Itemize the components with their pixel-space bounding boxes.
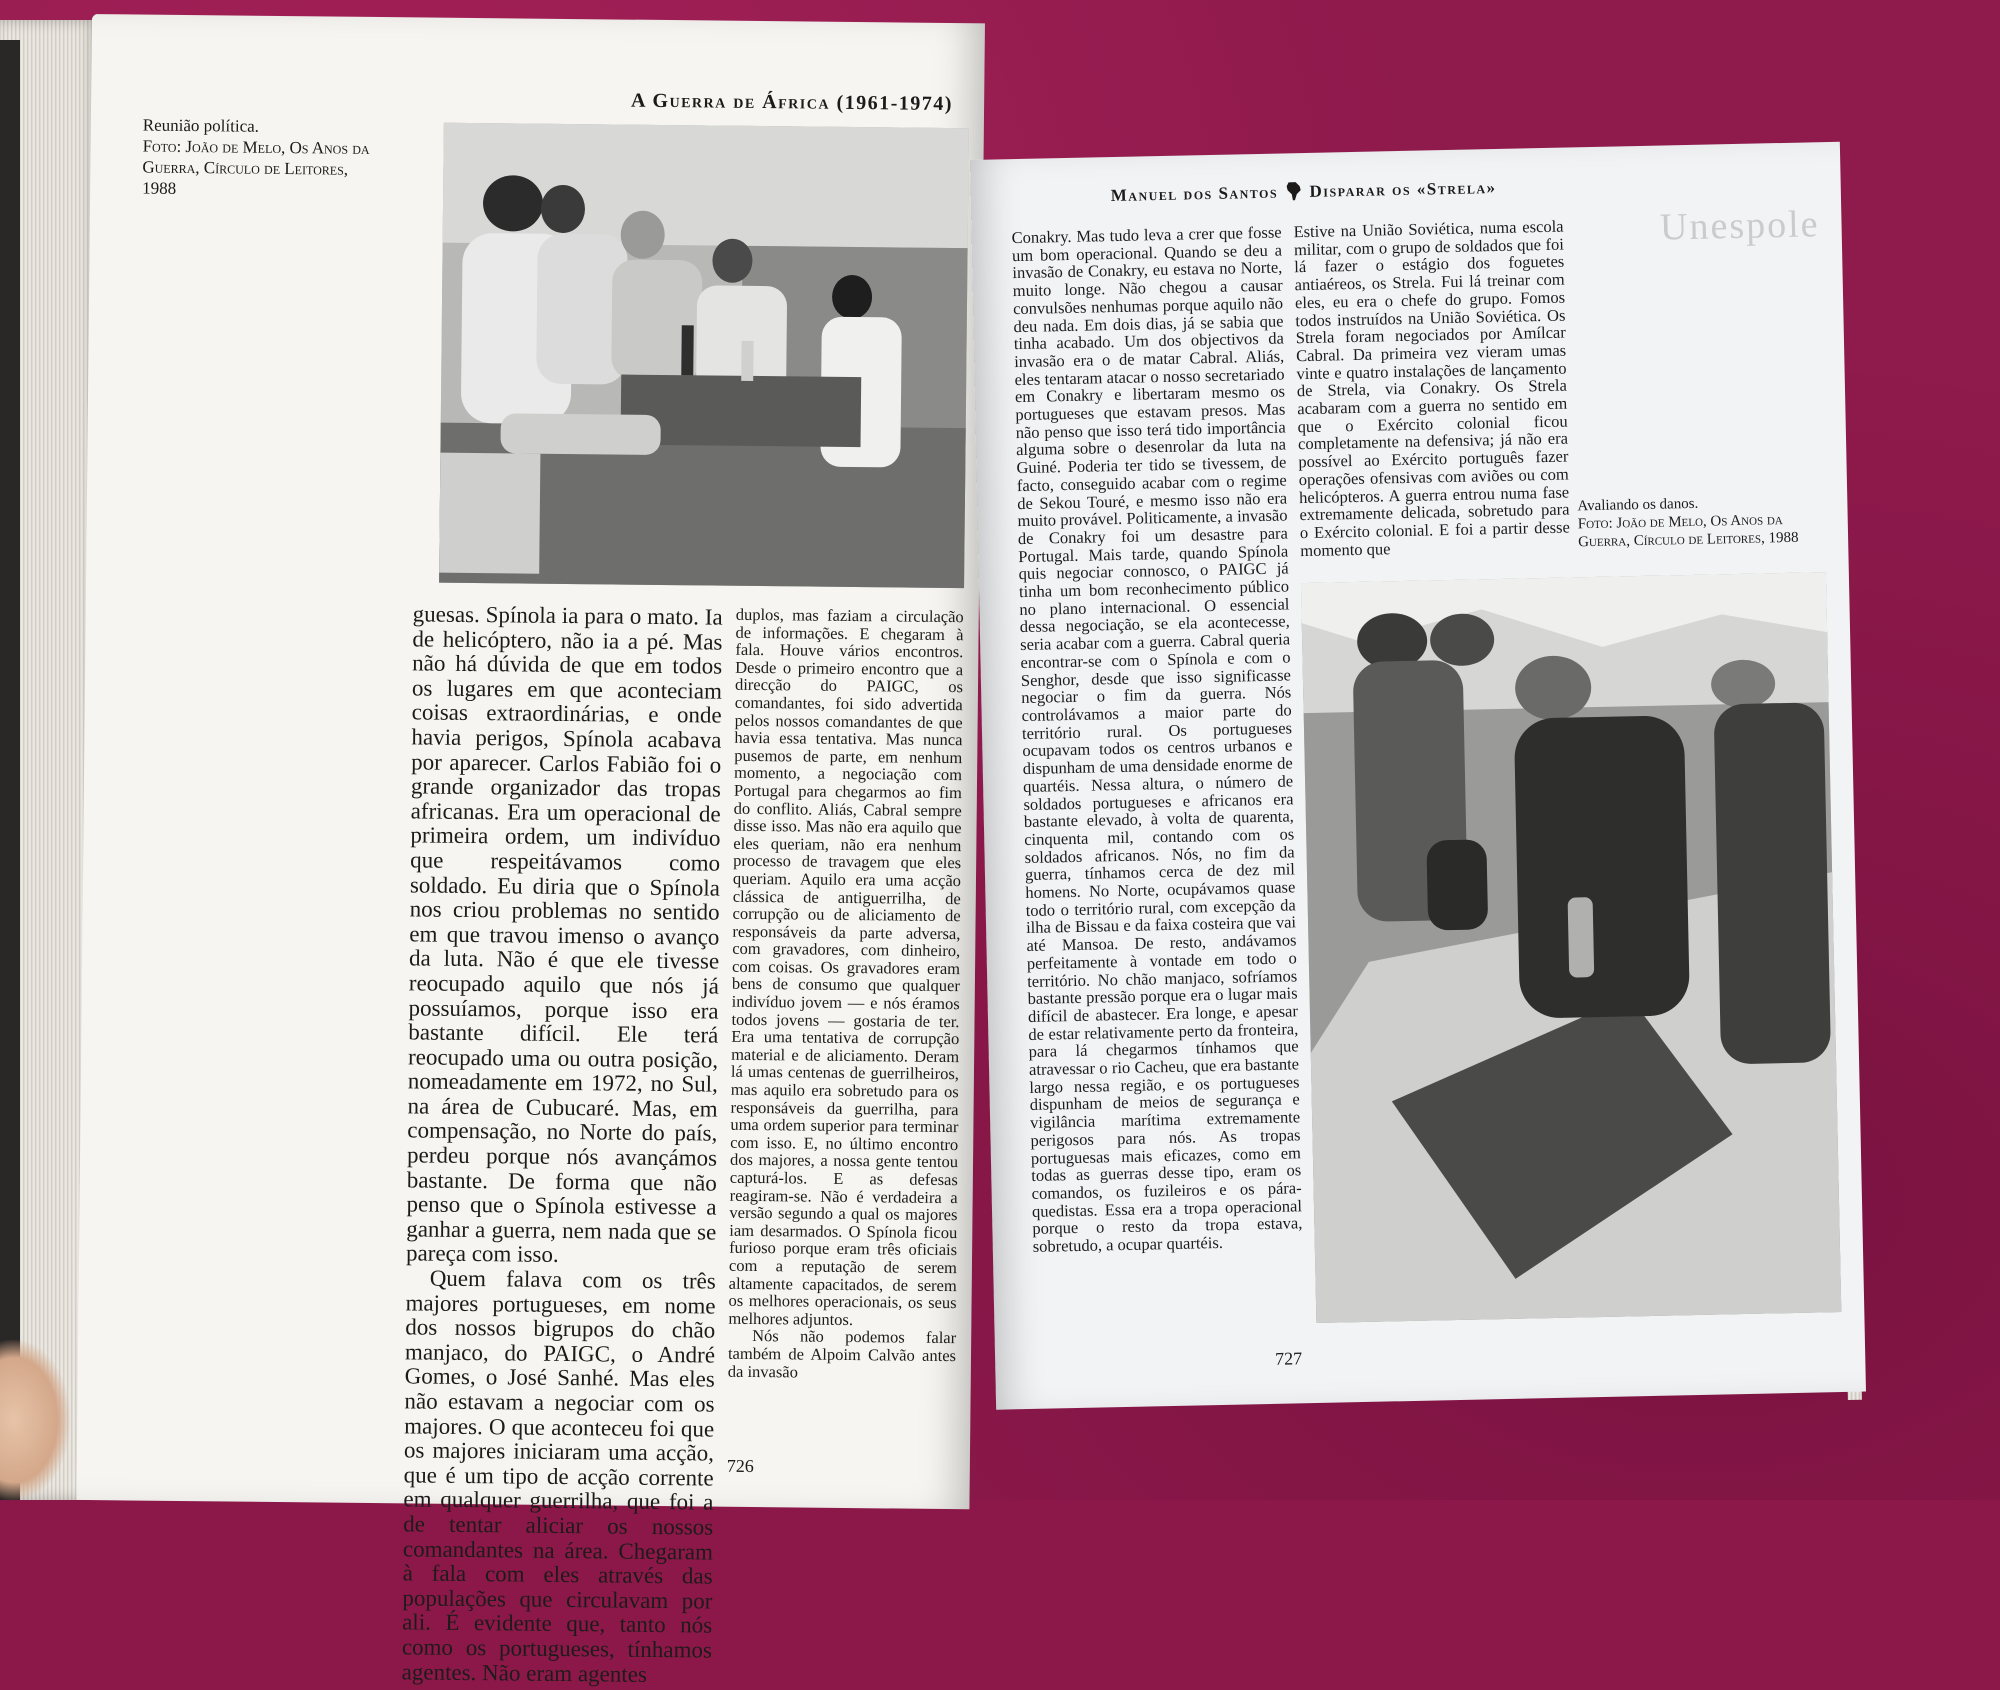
left-page — [76, 14, 985, 1687]
left-col2-paragraph-2: Nós não podemos falar também de Alpoim Calvão antes da invasão — [727, 1326, 957, 1381]
right-col1-paragraph-1: Conakry. Mas tudo leva a crer que fosse um bom operacional. Quando se deu a invasão de Conakry, eu estava no Norte, muito longe. Não chegou a causar convulsões nenhumas porque aquilo não deu nada. Em dois dias, já se sabia que tinha acabado. Um dos objectivos da invasão era o de matar Cabral. Aliás, eles tentaram atacar o nosso secretariado em Conakry e libertaram mesmo os portugueses que estavam presos. Mas não penso que isso terá tido importância alguma sobre o desenrolar da luta na Guiné. Poderia ter tido se tivessem, de facto, conseguido acabar com o regime de Sekou Touré, e mesmo isso não era muito provável. Politicamente, a invasão de Conakry foi um desastre para Portugal. Mais tarde, quando Spínola quis negociar connosco, o PAIGC já tinha um bom reconhecimento público no plano internacional. O essencial dessa negociação, se ela acontecesse, seria acabar com a guerra. Cabral queria encontrar-se com o Spínola e com o Senghor, desde que isso significasse negociar o fim da guerra. Nós controlávamos a maior parte do território rural. Os portugueses ocupavam todos os centros urbanos e dispunham de uma densidade enorme de quartéis. Nessa altura, o número de soldados portugueses e africanos era bastante elevado, à volta de quarenta, cinquenta mil, contando com os soldados africanos. Nós, no fim da guerra, tínhamos cerca de dez mil homens. No Norte, ocupávamos quase todo o território rural, com excepção da ilha de Bissau e da faixa costeira que vai até Mansoa. De resto, andávamos perfeitamente à vontade em todo o território. No chão manjaco, sofríamos bastante pressão porque era o lugar mais difícil de abastecer. Era longe, e apesar de estar relativamente perto da fronteira, para lá chegarmos tínhamos que atravessar o rio Cacheu, que era bastante largo nessa região, e os portugueses dispunham de meios de segurança e vigilância marítima extremamente perigosos para nós. As tropas portuguesas mais eficazes, como em todas as guerras desse tipo, eram os comandos, os fuzileiros e os pára-quedistas. Essa era a tropa operacional porque o resto da tropa estava, sobretudo, a ocupar quartéis. — [1011, 222, 1303, 1256]
photo-assessing-damage — [1301, 572, 1841, 1323]
running-head-author: Manuel dos Santos — [1110, 182, 1279, 206]
meeting-photo-illustration — [439, 123, 969, 588]
left-col2-paragraph-1: duplos, mas faziam a circulação de informações. E chegaram à fala. Houve vários encontros. Desde o primeiro encontro que a direcção do PAIGC, os comandantes, foi sido advertida pelos nossos comandantes de que havia essa tentativa. Mas nunca pusemos de parte, em nenhum momento, a negociação com Portugal para chegarmos ao fim do conflito. Aliás, Cabral sempre disse isso. Mas não era aquilo que eles queriam, não era nenhum processo de travagem que eles queriam. Aquilo era uma acção clássica de antiguerrilha, de corrupção ou de aliciamento de responsáveis da parte adversa, com gravadores, com dinheiro, com coisas. Os gravadores eram bens de consumo que qualquer indivíduo jovem — e nós éramos todos jovens — gostaria de ter. Era uma tentativa de corrupção material e de aliciamento. Deram lá umas centenas de guerrilheiros, mas aquilo era sobretudo para os responsáveis da guerrilha, para uma ordem superior para terminar com isso. E, no último encontro dos majores, a nossa gente tentou capturá-los. E as defesas reagiram-se. Não é verdadeira a versão segundo a qual os majores iam desarmados. O Spínola ficou furioso porque eram três oficiais com a reputação de serem altamente capacitados, de serem os melhores operacionais, os seus melhores adjuntos. — [728, 604, 964, 1329]
left-col1-paragraph-2: Quem falava com os três majores portugueses, em nome dos nossos bigrupos do chão manjaco, do PAIGC, o André Gomes, o José Sanhé. Mas eles não estavam a negociar com os majores. O que aconteceu foi que os majores iniciaram uma acção, que é um tipo de acção corrente em qualquer guerrilha, que foi a de tentar aliciar os nossos comandantes na área. Chegaram à fala com eles através das populações que circulavam por ali. É evidente que, tanto nós como os portugueses, tínhamos agentes. Não eram agentes — [401, 1265, 716, 1687]
right-text-column-1 — [1011, 223, 1302, 1255]
right-caption-title: Avaliando os danos. — [1577, 495, 1699, 515]
right-col2-paragraph-1: Estive na União Soviética, numa escola militar, com o grupo de soldados que foi lá fazer o estágio dos foguetes antiaéreos, os Strela. Fui lá treinar com eles, eu era o chefe do grupo. Fomos todos instruídos na União Soviética. Os Strela foram negociados por Amílcar Cabral. Da primeira vez vieram umas vinte e quatro instalações de lançamento de Strela, via Conakry. Os Strela acabaram com a guerra no sentido em que o Exército colonial ficou completamente na defensiva; já não era possível ao Exército português fazer operações ofensivas com aviões ou com helicópteros. A guerra entrou numa fase extremamente delicada, sobretudo para o Exército colonial. E foi a partir desse momento que — [1293, 216, 1571, 560]
damage-photo-illustration — [1301, 572, 1841, 1323]
running-head-title: Disparar os «Strela» — [1309, 177, 1497, 201]
right-photo-caption — [1577, 492, 1818, 551]
right-caption-credit: Foto: João de Melo, Os Anos da Guerra, Círculo de Leitores, 1988 — [1577, 512, 1799, 551]
right-page-number: 727 — [1274, 1348, 1303, 1369]
left-running-head: A Guerra de África (1961-1974) — [631, 89, 954, 116]
left-caption-title: Reunião política. — [142, 115, 260, 136]
right-text-column-2 — [1293, 218, 1570, 560]
left-text-column-2 — [728, 606, 964, 1382]
left-caption-credit: Foto: João de Melo, Os Anos da Guerra, Círculo de Leitores, 1988 — [142, 136, 370, 198]
left-text-column-1 — [402, 602, 723, 1687]
africa-map-icon — [1286, 181, 1302, 201]
right-running-head — [1111, 177, 1497, 206]
book-cover-edge — [0, 40, 20, 1500]
left-photo-caption — [142, 115, 373, 201]
left-col1-paragraph-1: guesas. Spínola ia para o mato. Ia de helicóptero, não ia a pé. Mas não há dúvida de que em todos os lugares em que aconteciam coisas extraordinárias, e onde havia perigos, Spínola acabava por aparecer. Carlos Fabião foi o grande organizador das tropas africanas. Era um operacional de primeira ordem, um indivíduo que respeitávamos como soldado. Eu diria que o Spínola nos criou problemas no sentido em que travou imenso o avanço da luta. Não é que ele tivesse reocupado aquilo que nós já possuíamos, porque isso era bastante difícil. Ele terá reocupado uma ou outra posição, nomeadamente em 1972, no Sul, na área de Cubucaré. Mas, em compensação, no Norte do país, perdeu porque nós avançámos bastante. De forma que não penso que o Spínola estivesse a ganhar a guerra, nem nada que se pareça com isso. — [405, 601, 723, 1268]
reader-thumb — [0, 1340, 70, 1500]
photo-political-meeting — [439, 123, 969, 588]
right-page — [970, 142, 1866, 1410]
left-page-number: 726 — [726, 1455, 754, 1477]
faint-show-through-text: Unespole — [1659, 203, 1820, 249]
